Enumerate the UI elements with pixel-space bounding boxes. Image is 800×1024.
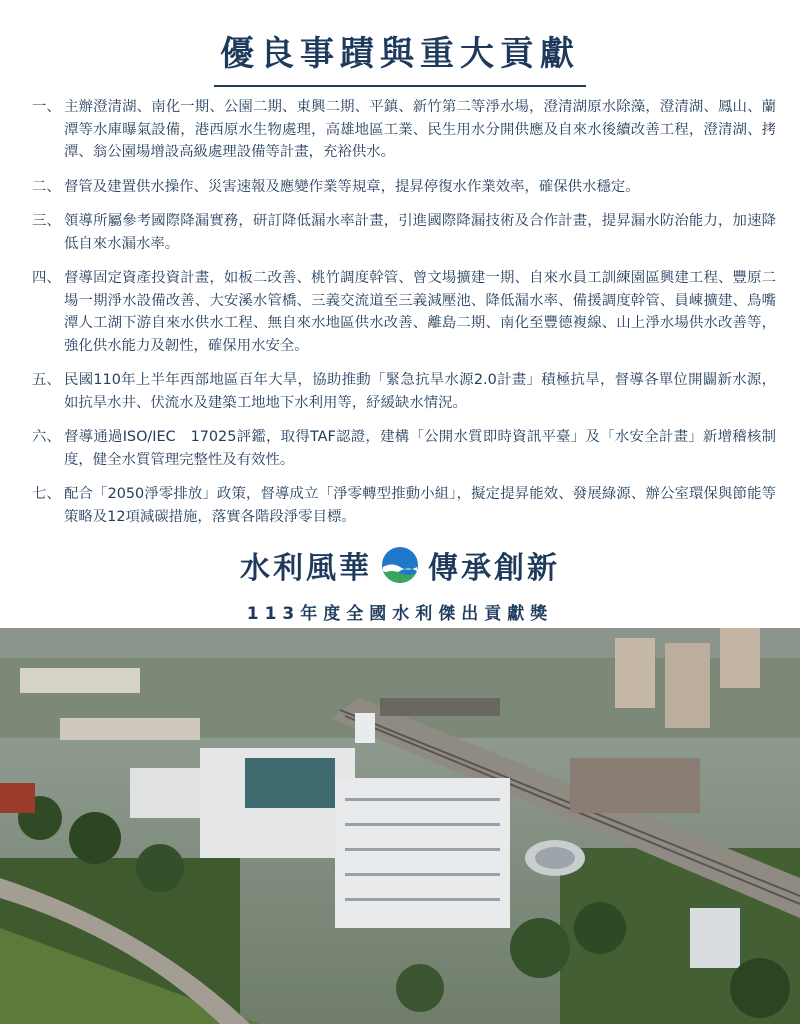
page-title: 優良事蹟與重大貢獻 [214, 26, 586, 87]
item-number: 六、 [32, 429, 61, 445]
item-text: 領導所屬參考國際降漏實務，研訂降低漏水率計畫，引進國際降漏技術及合作計畫，提昇漏水防治能力，加速降低自來水漏水率。 [64, 213, 776, 252]
item-text: 民國110年上半年西部地區百年大旱，協助推動「緊急抗旱水源2.0計畫」積極抗旱，督導各單位開闢新水源，如抗旱水井、伏流水及建築工地地下水利用等，紓緩缺水情況。 [64, 372, 776, 411]
item-text: 督管及建置供水操作、災害速報及應變作業等規章，提昇停復水作業效率，確保供水穩定。 [64, 178, 640, 195]
award-banner [0, 543, 800, 624]
list-item [32, 96, 776, 164]
item-number: 三、 [32, 213, 61, 229]
item-text: 主辦澄清湖、南化一期、公園二期、東興二期、平鎮、新竹第二等淨水場，澄清湖原水除藻，澄清湖、鳳山、蘭潭等水庫曝氣設備，港西原水生物處理，高雄地區工業、民生用水分開供應及自來水後續改善工程，澄清湖、拷潭、翁公園場增設高級處理設備等計畫，充裕供水。 [64, 99, 776, 160]
achievement-list [32, 96, 776, 540]
list-item [32, 176, 776, 199]
aerial-photo [0, 628, 800, 1024]
item-number: 五、 [32, 372, 61, 388]
list-item [32, 483, 776, 528]
item-text: 督導固定資產投資計畫，如板二改善、桃竹調度幹管、曾文場擴建一期、自來水員工訓練園區興建工程、豐原二場一期淨水設備改善、大安溪水管橋、三義交流道至三義減壓池、降低漏水率、備援調度幹管、員崠擴建、鳥嘴潭人工湖下游自來水供水工程、無自來水地區供水改善、離島二期、南化至豐德複線、山上淨水場供水改善等，強化供水能力及韌性，確保用水安全。 [64, 270, 776, 354]
water-drop-logo-icon [380, 545, 420, 585]
award-slogan [0, 543, 800, 587]
award-subtitle: 113年度全國水利傑出貢獻獎 [246, 604, 554, 624]
item-number: 二、 [32, 178, 61, 195]
item-number: 四、 [32, 270, 61, 286]
slogan-right: 傳承創新 [428, 551, 560, 586]
title-area [0, 26, 800, 87]
list-item [32, 426, 776, 471]
slogan-left: 水利風華 [240, 551, 372, 586]
item-number: 七、 [32, 486, 61, 502]
item-text: 督導通過ISO/IEC 17025評鑑，取得TAF認證，建構「公開水質即時資訊平臺」及「水安全計畫」新增稽核制度，健全水質管理完整性及有效性。 [64, 429, 776, 468]
list-item [32, 369, 776, 414]
aerial-photo-illustration [0, 628, 800, 1024]
item-number: 一、 [32, 99, 61, 115]
list-item [32, 210, 776, 255]
list-item [32, 267, 776, 357]
item-text: 配合「2050淨零排放」政策，督導成立「淨零轉型推動小組」，擬定提昇能效、發展綠源、辦公室環保與節能等策略及12項減碳措施，落實各階段淨零目標。 [64, 486, 776, 525]
